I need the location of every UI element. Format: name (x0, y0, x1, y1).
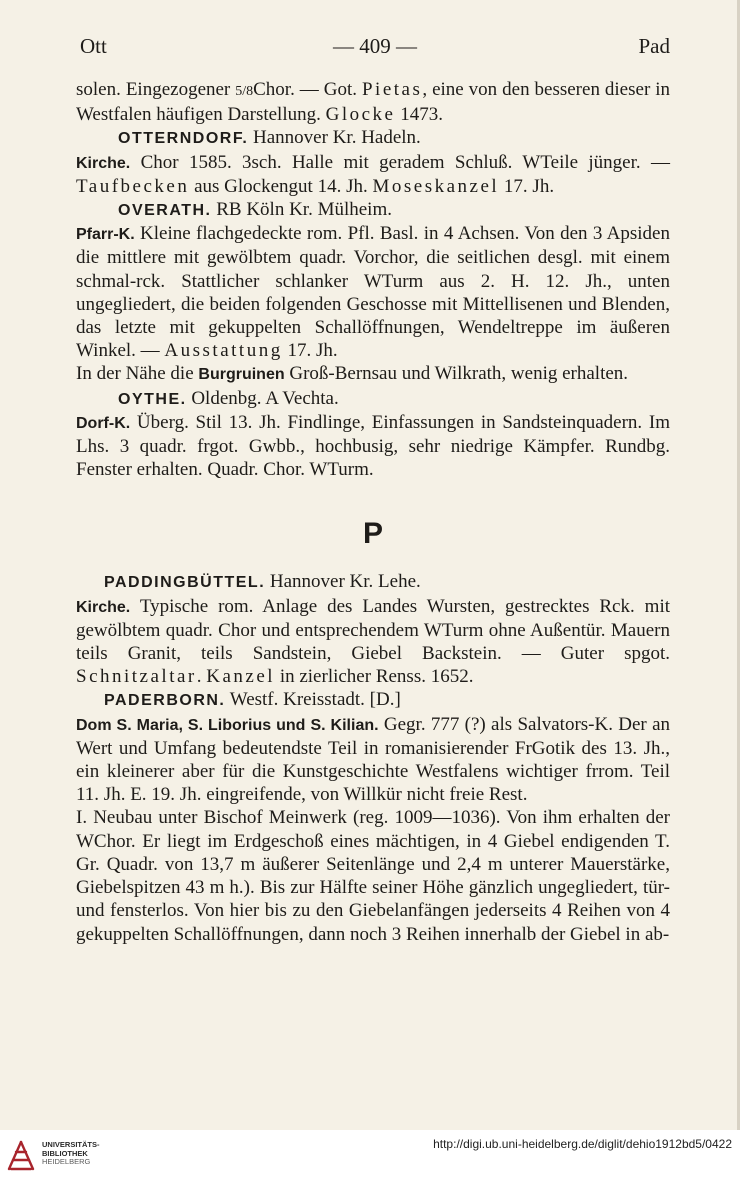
place-name: OYTHE. (118, 390, 187, 408)
header-right-keyword: Pad (638, 34, 670, 58)
source-url-link[interactable]: http://digi.ub.uni-heidelberg.de/diglit/dehio1912bd5/0422 (433, 1137, 732, 1151)
entry-text-paderborn-part1: I. Neubau unter Bischof Meinwerk (reg. 1009—1036). Von ihm erhalten der WChor. Er liegt im Erdgeschoß eines mächtigen, in 4 Giebel endigenden T. Gr. Quadr. von 13,7 m äußerer Seitenlänge und 2,4 m unterer Mauerstärke, Giebelspitzen 43 m h.). Bis zur Hälfte seiner Höhe gänzlich ungegliedert, tür- und fensterlos. Von hier bis zu den Giebelanfängen jederseits 4 Reihen von 4 gekuppelten Schallöffnungen, dann noch 3 Reihen innerhalb der Giebel in ab- (76, 807, 670, 945)
entry-text-paddingbuettel: Kirche. Typische rom. Anlage des Landes Wursten, gestrecktes Rck. mit gewölbtem quadr. Chor und entsprechendem WTurm ohne Außentür. Mauern teils Granit, teils Sandstein, Giebel Backstein. — Guter spgot. Schnitzaltar. Kanzel in zierlicher Renss. 1652. (76, 595, 670, 688)
entry-note-overath: In der Nähe die Burgruinen Groß-Bernsau und Wilkrath, wenig erhalten. (76, 363, 629, 385)
continued-paragraph: solen. Eingezogener 5/8Chor. — Got. Pietas, eine von den besseren dieser in Westfalen häufigen Darstellung. Glocke 1473. (76, 79, 671, 126)
header-left-keyword: Ott (80, 34, 107, 58)
place-name: OVERATH. (118, 202, 212, 220)
section-letter: P (362, 517, 383, 551)
entry-heading-paderborn: PADERBORN. Westf. Kreisstadt. [D.] (104, 689, 401, 711)
place-name: PADERBORN. (104, 692, 226, 710)
page-body (76, 78, 670, 946)
building-label: Dorf-K. (76, 414, 131, 432)
entry-text-overath: Pfarr-K. Kleine flachgedeckte rom. Pfl. Basl. in 4 Achsen. Von den 3 Apsiden die mittlere mit gewölbtem quadr. Vorchor, die seitlichen desgl. mit einem schmal-rck. Stattlicher schlanker WTurm aus 2. H. 12. Jh., unten ungegliedert, die beiden folgenden Geschosse mit Mittellisenen und Blenden, das letzte mit gekuppelten Schallöffnungen, Wendeltreppe im äußeren Winkel. — Ausstattung 17. Jh. (76, 223, 670, 362)
fraction: 5/8 (235, 84, 254, 99)
building-label: Burgruinen (198, 366, 285, 384)
entry-heading-otterndorf: OTTERNDORF. Hannover Kr. Hadeln. (118, 127, 421, 149)
building-label: Kirche. (76, 154, 131, 172)
footer-bar (0, 1130, 740, 1179)
entry-heading-oythe: OYTHE. Oldenbg. A Vechta. (118, 387, 339, 409)
page-number: — 409 — (333, 34, 417, 58)
entry-text-oythe: Dorf-K. Überg. Stil 13. Jh. Findlinge, Einfassungen in Sandsteinquadern. Im Lhs. 3 quadr. frgot. Gwbb., hochbusig, sehr niedrige Kämpfer. Rundbg. Fenster erhalten. Quadr. Chor. WTurm. (76, 411, 670, 481)
entry-heading-paddingbuettel: PADDINGBÜTTEL. Hannover Kr. Lehe. (104, 571, 421, 593)
building-label: Dom S. Maria, S. Liborius und S. Kilian. (76, 716, 379, 734)
place-name: PADDINGBÜTTEL. (104, 574, 266, 592)
entry-heading-overath: OVERATH. RB Köln Kr. Mülheim. (118, 199, 392, 221)
library-name: UNIVERSITÄTS- BIBLIOTHEK HEIDELBERG (42, 1140, 100, 1166)
building-label: Kirche. (76, 598, 131, 616)
building-label: Pfarr-K. (76, 226, 135, 244)
place-name: OTTERNDORF. (118, 130, 249, 148)
entry-text-paderborn: Dom S. Maria, S. Liborius und S. Kilian. Gegr. 777 (?) als Salvators-K. Der an Wert und Umfang bedeutendste Teil in romanisierender FrGotik des 13. Jh., ein kleinerer aber für die Kunstgeschichte Westfalens wichtiger frrom. Teil 11. Jh. E. 19. Jh. eingreifende, von Willkür nicht freie Rest. (76, 713, 670, 806)
running-header (80, 34, 670, 64)
entry-text-otterndorf: Kirche. Chor 1585. 3sch. Halle mit geradem Schluß. WTeile jünger. — Taufbecken aus Glockengut 14. Jh. Moseskanzel 17. Jh. (76, 151, 670, 197)
university-library-logo-icon[interactable] (6, 1138, 36, 1172)
